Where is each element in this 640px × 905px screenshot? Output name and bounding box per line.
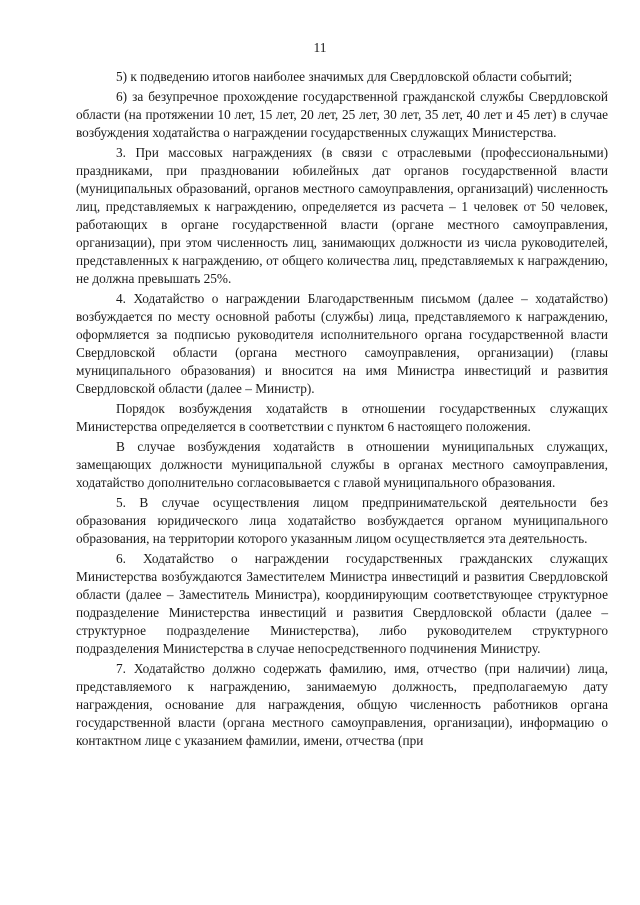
paragraph-clause-5: 5. В случае осуществления лицом предпринимательской деятельности без образования юридического лица ходатайство возбуждается органом муниципального образования, на территории которого указанным лицом осуществляется эта деятельность. — [76, 494, 608, 546]
paragraph-clause-7: 7. Ходатайство должно содержать фамилию, имя, отчество (при наличии) лица, представляемого к награждению, занимаемую должность, предполагаемую дату награждения, основание для награждения, общую численность работников органа государственной власти (органа местного самоуправления, организации), информацию о контактном лице с указанием фамилии, имени, отчества (при — [76, 660, 608, 749]
paragraph-clause-4: 4. Ходатайство о награждении Благодарственным письмом (далее – ходатайство) возбуждается по месту основной работы (службы) лица, представляемого к награждению, оформляется за подписью руководителя исполнительного органа государственной власти Свердловской области (органа местного самоуправления, организации) (главы муниципального образования) и вносится на имя Министра инвестиций и развития Свердловской области (далее – Министр). — [76, 290, 608, 397]
paragraph-clause-3: 3. При массовых награждениях (в связи с отраслевыми (профессиональными) праздниками, при праздновании юбилейных дат органов государственной власти (муниципальных образований, органов местного самоуправления, организаций) численность лиц, представляемых к награждению, определяется из расчета – 1 человек от 50 человек, работающих в органе государственной власти (органе местного самоуправления, организации), при этом численность лиц, занимающих должности из числа руководителей, представленных к награждению, от общего количества лиц, представляемых к награждению, не должна превышать 25%. — [76, 144, 608, 287]
page-number: 11 — [313, 40, 327, 55]
paragraph-procedure: Порядок возбуждения ходатайств в отношении государственных служащих Министерства определяется в соответствии с пунктом 6 настоящего положения. — [76, 401, 608, 435]
paragraph-municipal: В случае возбуждения ходатайств в отношении муниципальных служащих, замещающих должности муниципальной службы в органах местного самоуправления, ходатайство дополнительно согласовывается с главой муниципального образования. — [76, 438, 608, 491]
paragraph-item-5: 5) к подведению итогов наиболее значимых для Свердловской области событий; — [116, 69, 573, 84]
paragraph-item-6: 6) за безупречное прохождение государственной гражданской службы Свердловской области (на протяжении 10 лет, 15 лет, 20 лет, 25 лет, 30 лет, 35 лет, 40 лет и 45 лет) в случае возбуждения ходатайства о награждении государственных служащих Министерства. — [76, 88, 608, 140]
document-body — [76, 68, 608, 752]
paragraph-clause-6: 6. Ходатайство о награждении государственных гражданских служащих Министерства возбуждаются Заместителем Министра инвестиций и развития Свердловской области (далее – Заместитель Министра), координирующим соответствующее структурное подразделение Министерства инвестиций и развития Свердловской области (далее – структурное подразделение Министерства), либо руководителем структурного подразделения Министерства в случае непосредственного подчинения Министру. — [76, 550, 608, 657]
